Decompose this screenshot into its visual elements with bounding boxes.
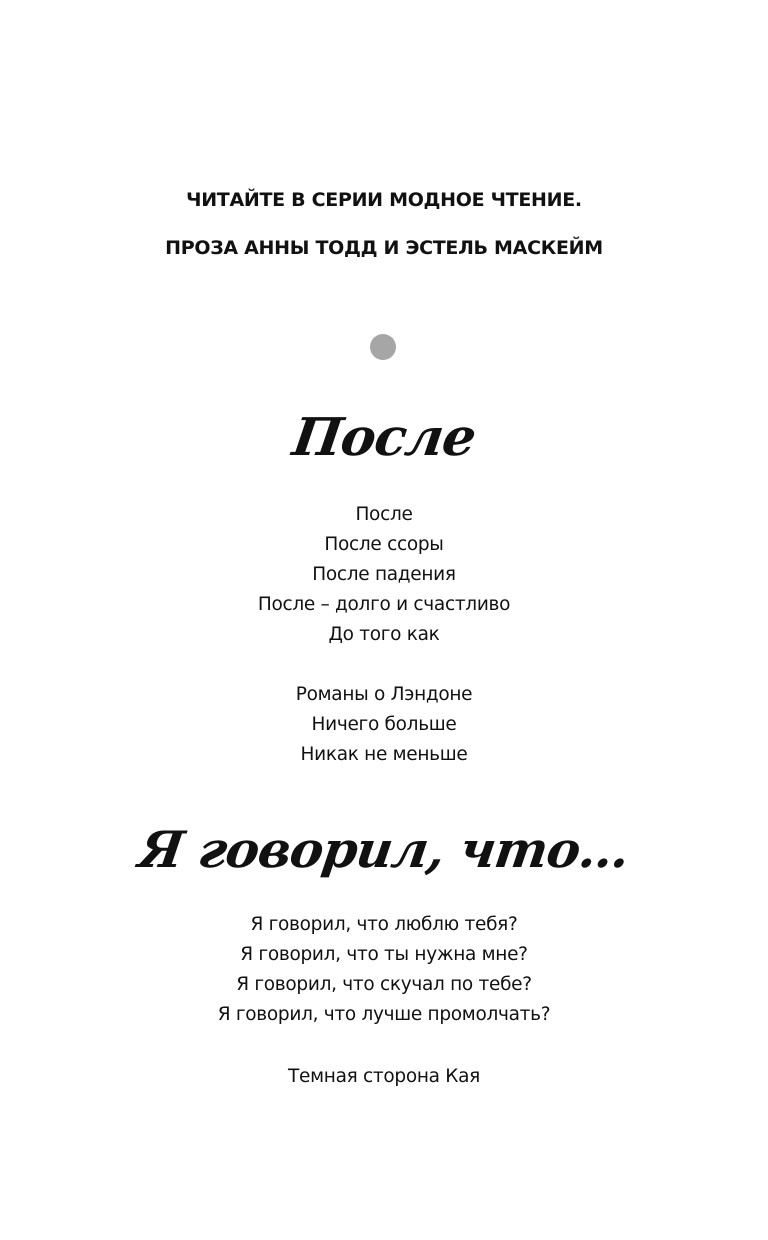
- book-title: Я говорил, что лучше промолчать?: [217, 1004, 551, 1025]
- series-heading: ЧИТАЙТЕ В СЕРИИ МОДНОЕ ЧТЕНИЕ.: [186, 189, 582, 211]
- after-books-list: [0, 500, 768, 650]
- said-series-title: Я говорил, что…: [135, 820, 633, 879]
- book-title: Никак не меньше: [300, 744, 468, 765]
- landon-books-list: [0, 680, 768, 770]
- extra-books-list: [0, 1062, 768, 1092]
- book-title: До того как: [328, 624, 440, 645]
- book-title: После – долго и счастливо: [257, 594, 511, 615]
- book-title: После: [355, 504, 413, 525]
- book-title: После ссоры: [324, 534, 444, 555]
- subseries-title: Романы о Лэндоне: [295, 684, 473, 705]
- book-title: После падения: [312, 564, 456, 585]
- book-title: Я говорил, что ты нужна мне?: [240, 944, 528, 965]
- book-title: Я говорил, что скучал по тебе?: [236, 974, 532, 995]
- book-title: Ничего больше: [311, 714, 457, 735]
- book-title: Темная сторона Кая: [288, 1066, 480, 1087]
- said-books-list: [0, 910, 768, 1030]
- separator-dot: [370, 334, 396, 360]
- after-series-title: После: [288, 407, 480, 468]
- authors-heading: ПРОЗА АННЫ ТОДД И ЭСТЕЛЬ МАСКЕЙМ: [165, 237, 603, 259]
- book-title: Я говорил, что люблю тебя?: [250, 914, 518, 935]
